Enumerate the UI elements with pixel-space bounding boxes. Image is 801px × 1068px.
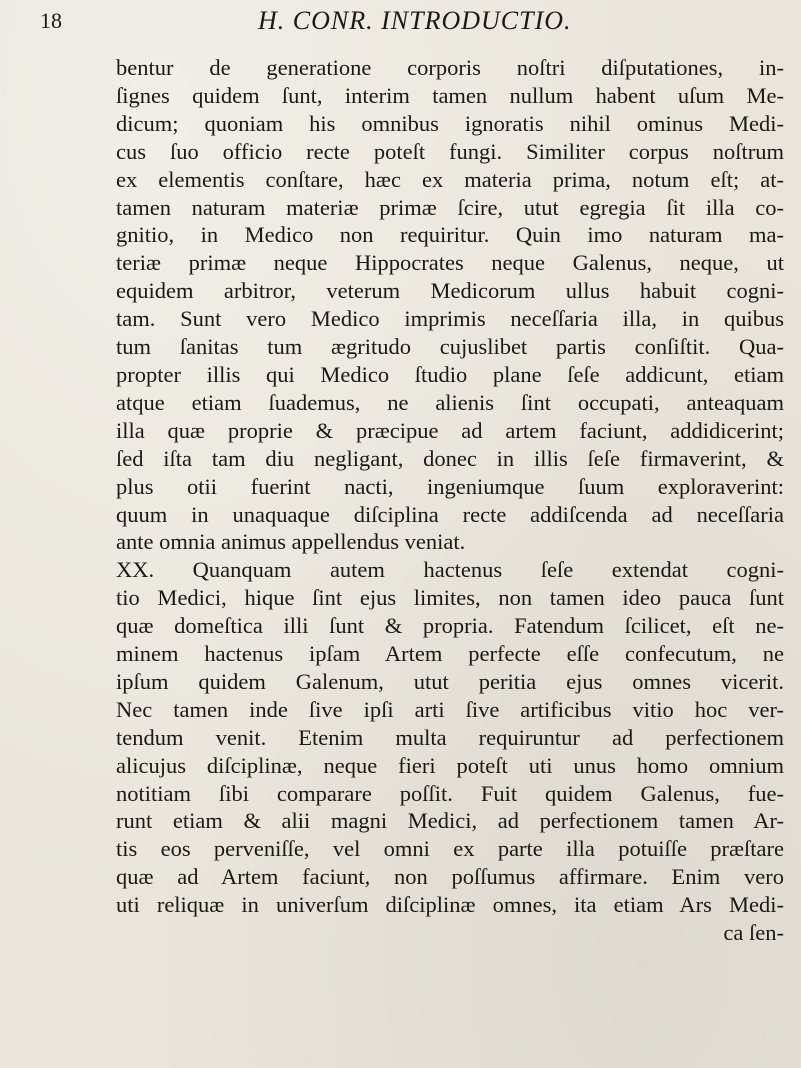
- text-line: quæ domeſtica illi ſunt & propria. Fatendum ſcilicet, eſt ne-: [116, 613, 784, 639]
- body-text: [116, 54, 786, 947]
- text-line: XX. Quanquam autem hactenus ſeſe extendat cogni-: [116, 557, 784, 583]
- text-line: Nec tamen inde ſive ipſi arti ſive artificibus vitio hoc ver-: [116, 696, 784, 722]
- page-header: [40, 4, 760, 44]
- text-line: quum in unaquaque diſciplina recte addiſcenda ad neceſſaria: [116, 501, 784, 527]
- text-line: tam. Sunt vero Medico imprimis neceſſaria illa, in quibus: [116, 306, 784, 332]
- text-line: minem hactenus ipſam Artem perfecte eſſe confecutum, ne: [116, 641, 784, 667]
- text-line: gnitio, in Medico non requiritur. Quin imo naturam ma-: [116, 222, 784, 248]
- text-line: teriæ primæ neque Hippocrates neque Galenus, neque, ut: [116, 250, 784, 276]
- text-line: ante omnia animus appellendus veniat.: [116, 529, 466, 555]
- text-line: bentur de generatione corporis noſtri diſputationes, in-: [116, 55, 784, 80]
- text-line: ex elementis conſtare, hæc ex materia prima, notum eſt; at-: [116, 166, 784, 192]
- text-line: dicum; quoniam his omnibus ignoratis nihil ominus Medi-: [116, 110, 784, 136]
- text-line: uti reliquæ in univerſum diſciplinæ omnes, ita etiam Ars Medi-: [116, 892, 784, 918]
- page-number: 18: [40, 8, 62, 33]
- text-line: tio Medici, hique ſint ejus limites, non tamen ideo pauca ſunt: [116, 585, 784, 611]
- text-line: tum ſanitas tum ægritudo cujuslibet partis conſiſtit. Qua-: [116, 334, 784, 360]
- text-line: cus ſuo officio recte poteſt fungi. Similiter corpus noſtrum: [116, 138, 784, 164]
- text-line: propter illis qui Medico ſtudio plane ſeſe addicunt, etiam: [116, 361, 784, 387]
- text-line: ſignes quidem ſunt, interim tamen nullum habent uſum Me-: [116, 82, 784, 108]
- text-line: atque etiam ſuademus, ne alienis ſint occupati, anteaquam: [116, 389, 784, 415]
- catchword: ca ſen-: [723, 920, 784, 946]
- text-line: ipſum quidem Galenum, utut peritia ejus omnes vicerit.: [116, 668, 784, 694]
- text-line: notitiam ſibi comparare poſſit. Fuit quidem Galenus, fue-: [116, 780, 784, 806]
- text-line: illa quæ proprie & præcipue ad artem faciunt, addidicerint;: [116, 417, 784, 443]
- text-line: tis eos perveniſſe, vel omni ex parte illa potuiſſe præſtare: [116, 836, 784, 862]
- running-title: H. CONR. INTRODUCTIO.: [258, 6, 572, 35]
- text-line: runt etiam & alii magni Medici, ad perfectionem tamen Ar-: [116, 808, 784, 834]
- text-line: ſed iſta tam diu negligant, donec in illis ſeſe firmaverint, &: [116, 445, 784, 471]
- text-line: quæ ad Artem faciunt, non poſſumus affirmare. Enim vero: [116, 864, 784, 890]
- text-line: equidem arbitror, veterum Medicorum ullus habuit cogni-: [116, 278, 784, 304]
- text-line: plus otii fuerint nacti, ingeniumque ſuum exploraverint:: [116, 473, 784, 499]
- text-line: tamen naturam materiæ primæ ſcire, utut egregia ſit illa co-: [116, 194, 784, 220]
- text-line: tendum venit. Etenim multa requiruntur ad perfectionem: [116, 724, 784, 750]
- text-line: alicujus diſciplinæ, neque fieri poteſt uti unus homo omnium: [116, 752, 784, 778]
